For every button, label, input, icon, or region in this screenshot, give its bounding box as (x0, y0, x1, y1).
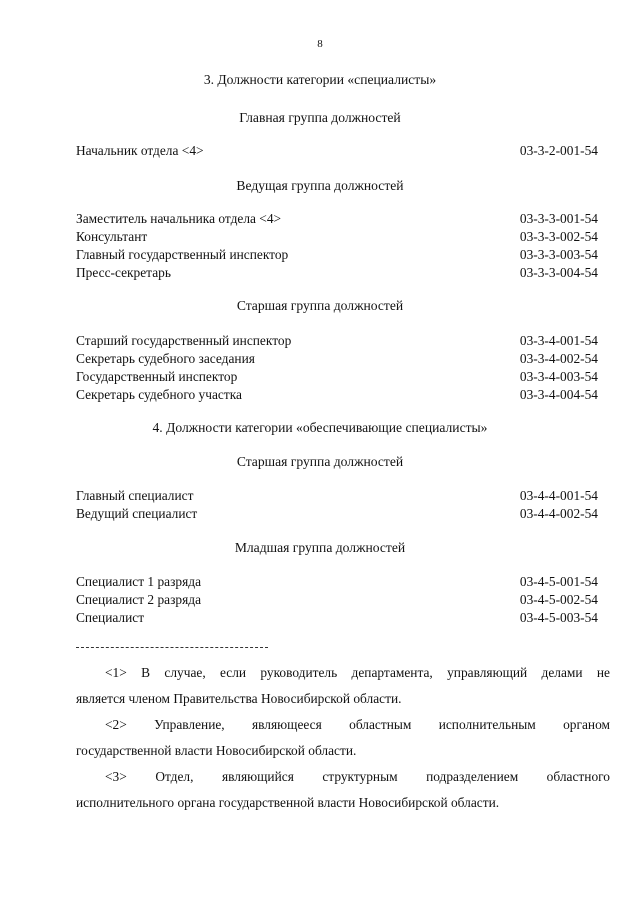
footnote-marker: <1> (105, 665, 127, 680)
section-3-main-group-list (76, 142, 598, 160)
position-name: Секретарь судебного заседания (76, 351, 255, 366)
footnote-marker: <3> (105, 769, 127, 784)
position-code: 03-3-3-002-54 (519, 229, 598, 244)
section-3-senior-group-list (76, 332, 598, 404)
position-row (76, 228, 598, 246)
position-row (76, 505, 598, 523)
position-name: Ведущий специалист (76, 506, 198, 521)
section-3-main-group-title: Главная группа должностей (239, 110, 401, 125)
position-row (76, 573, 598, 591)
position-row (76, 609, 598, 627)
footnote-text-line2: государственной власти Новосибирской области. (76, 743, 357, 758)
section-4-junior-group-title: Младшая группа должностей (234, 540, 406, 555)
position-name: Старший государственный инспектор (76, 333, 292, 348)
footnote-marker: <2> (105, 717, 127, 732)
position-row (76, 246, 598, 264)
position-row (76, 386, 598, 404)
position-name: Секретарь судебного участка (76, 387, 242, 402)
position-name: Консультант (76, 229, 148, 244)
page-number: 8 (317, 38, 323, 50)
position-name: Специалист (76, 610, 145, 625)
position-row (76, 368, 598, 386)
position-row (76, 264, 598, 282)
section-3-leading-group-list (76, 210, 598, 282)
section-3-title: 3. Должности категории «специалисты» (203, 72, 437, 87)
position-name: Государственный инспектор (76, 369, 238, 384)
position-name: Начальник отдела <4> (76, 143, 204, 158)
section-4-senior-group-list (76, 487, 598, 523)
position-row (76, 210, 598, 228)
footnote-separator (76, 647, 268, 648)
footnote-text-line1: Отдел, являющийся структурным подразделением областного (155, 769, 610, 784)
position-code: 03-3-3-004-54 (519, 265, 598, 280)
footnote-1 (76, 660, 610, 712)
position-name: Специалист 2 разряда (76, 592, 202, 607)
position-code: 03-3-4-004-54 (519, 387, 598, 402)
position-code: 03-4-4-001-54 (519, 488, 598, 503)
footnote-2 (76, 712, 610, 764)
position-row (76, 487, 598, 505)
position-code: 03-4-5-003-54 (519, 610, 598, 625)
section-4-junior-group-list (76, 573, 598, 627)
section-4-title: 4. Должности категории «обеспечивающие специалисты» (152, 420, 488, 435)
footnote-3 (76, 764, 610, 816)
footnote-text-line1: В случае, если руководитель департамента, управляющий делами не (141, 665, 610, 680)
position-code: 03-3-2-001-54 (519, 143, 598, 158)
position-code: 03-3-4-003-54 (519, 369, 598, 384)
section-3-senior-group-title: Старшая группа должностей (236, 298, 404, 313)
position-code: 03-4-5-001-54 (519, 574, 598, 589)
position-name: Заместитель начальника отдела <4> (76, 211, 282, 226)
position-code: 03-4-4-002-54 (519, 506, 598, 521)
position-row (76, 142, 598, 160)
position-code: 03-3-4-002-54 (519, 351, 598, 366)
position-code: 03-3-3-003-54 (519, 247, 598, 262)
position-code: 03-3-3-001-54 (519, 211, 598, 226)
position-code: 03-4-5-002-54 (519, 592, 598, 607)
section-4-senior-group-title: Старшая группа должностей (236, 454, 404, 469)
position-row (76, 591, 598, 609)
position-code: 03-3-4-001-54 (519, 333, 598, 348)
position-row (76, 350, 598, 368)
footnote-text-line2: исполнительного органа государственной власти Новосибирской области. (76, 795, 500, 810)
position-name: Главный государственный инспектор (76, 247, 289, 262)
position-row (76, 332, 598, 350)
position-name: Главный специалист (76, 488, 194, 503)
footnote-text-line2: является членом Правительства Новосибирской области. (76, 691, 402, 706)
section-3-leading-group-title: Ведущая группа должностей (236, 178, 404, 193)
position-name: Пресс-секретарь (76, 265, 171, 280)
position-name: Специалист 1 разряда (76, 574, 202, 589)
footnote-text-line1: Управление, являющееся областным исполнительным органом (154, 717, 610, 732)
